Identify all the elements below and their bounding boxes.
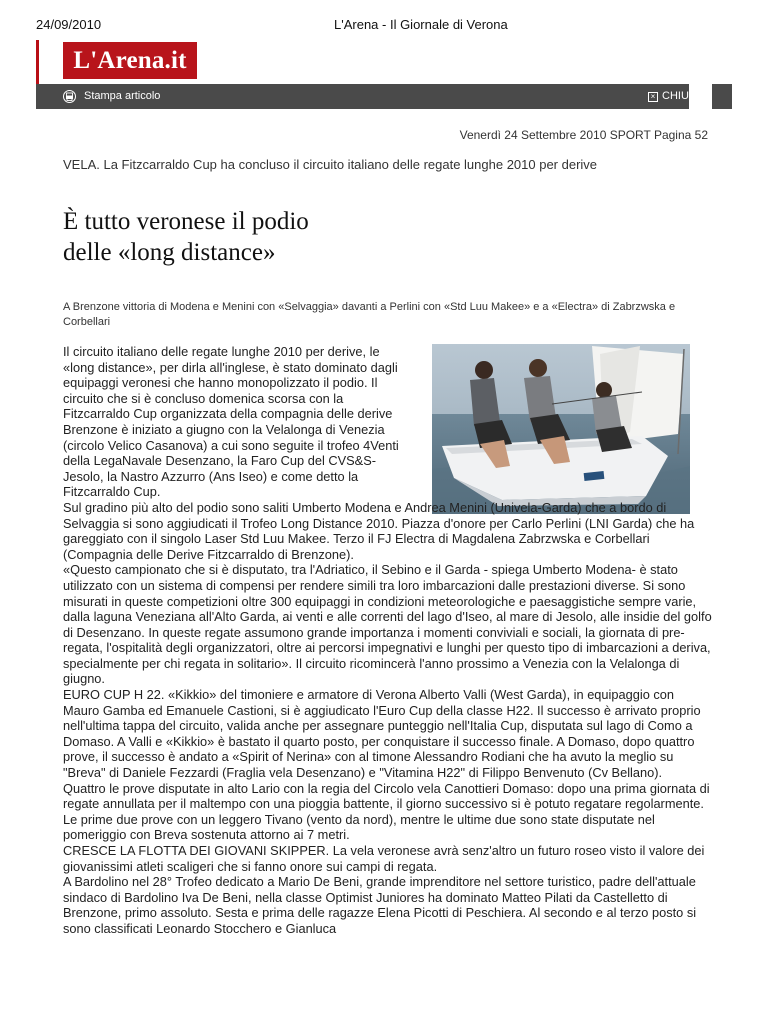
article-toolbar: [36, 84, 700, 109]
article-paragraph: «Questo campionato che si è disputato, tra l'Adriatico, il Sebino e il Garda - spiega Umberto Modena- è stato utilizzato con un sistema di compensi per rendere simili tra loro imbarcazioni dalle prestazioni diverse. Si sono misurati in queste competizioni oltre 300 equipaggi in condizioni meteorologiche e paesaggistiche sempre varie, dalla laguna Veneziana all'Alto Garda, ai venti e alle correnti del lago d'Iseo, al mare di Jesolo, alle insidie del golfo di Desenzano. In queste regate assumono grande importanza i momenti conviviali e sociali, la giornata di pre-regata, l'ospitalità degli organizzatori, oltre ai percorsi impegnativi e lunghi per questo tipo di imbarcazioni a deriva, specialmente per chi regata in solitario». Il circuito ricomincerà l'anno prossimo a Venezia con la Velalonga di giugno.: [63, 562, 712, 687]
article-dateline: Venerdì 24 Settembre 2010 SPORT Pagina 52: [459, 128, 708, 142]
document-title: L'Arena - Il Giornale di Verona: [334, 17, 508, 32]
article-paragraph: EURO CUP H 22. «Kikkio» del timoniere e armatore di Verona Alberto Valli (West Garda), in equipaggio con Mauro Gamba ed Emanuele Castioni, si è aggiudicato l'Euro Cup della classe H22. Il successo è arrivato proprio nell'ultima tappa del circuito, valida anche per assegnare punteggio nell'Italia Cup, disputata sul lago di Como a Domaso. A Valli e «Kikkio» è bastato il quarto posto, per conquistare il successo finale. A Domaso, dopo quattro prove, il successo è andato a «Spirit of Nerina» con al timone Alessandro Rodiani che ha avuto la meglio su "Breva" di Daniele Fezzardi (Fraglia vela Desenzano) e "Vitamina H22" di Filippo Benvenuto (Cv Bellano).: [63, 687, 701, 781]
print-article-button[interactable]: Stampa articolo: [84, 90, 161, 102]
article-paragraph: Quattro le prove disputate in alto Lario con la regia del Circolo vela Canottieri Domaso: dopo una prima giornata di regate annullata per il maltempo con una pioggia battente, il giorno successivo si è potuto regatare regolarmente. Le prime due prove con un leggero Tivano (vento da nord), mentre le ultime due sono state disputate nel pomeriggio con Breva sostenuta attorno ai 7 metri.: [63, 780, 710, 843]
printer-icon[interactable]: [63, 90, 76, 103]
article-body: [63, 344, 713, 937]
logo-accent-bar: [36, 40, 39, 84]
close-icon: ×: [648, 92, 658, 102]
article-paragraph: Sul gradino più alto del podio sono saliti Umberto Modena e Andrea Menini (Univela-Garda) che a bordo di Selvaggia si sono aggiudicati il Trofeo Long Distance 2010. Piazza d'onore per Carlo Perlini (LNI Garda) che ha gareggiato con il singolo Laser Std Luu Makee. Terzo il FJ Electra di Magdalena Zabrzwska e Corbellari (Compagnia delle Derive Fitzcarraldo di Brenzone).: [63, 499, 695, 562]
close-button[interactable]: [648, 84, 700, 109]
site-logo[interactable]: L'Arena.it: [63, 42, 197, 79]
article-summary: A Brenzone vittoria di Modena e Menini con «Selvaggia» davanti a Perlini con «Std Luu Makee» e a «Electra» di Zabrzwska e Corbellari: [63, 301, 676, 328]
print-header: [36, 17, 732, 33]
headline-line-1: È tutto veronese il podio: [63, 208, 309, 235]
article-kicker: VELA. La Fitzcarraldo Cup ha concluso il circuito italiano delle regate lunghe 2010 per derive: [63, 157, 598, 172]
article-paragraph: Il circuito italiano delle regate lunghe 2010 per derive, le «long distance», per dirla all'inglese, è stato dominato dagli equipaggi veronesi che hanno monopolizzato il podio. Il circuito che si è concluso domenica scorsa con la Fitzcarraldo Cup organizzata della compagnia delle derive Brenzone è iniziato a giugno con la Velalonga di Venezia (circolo Velico Casanova) a cui sono seguite il trofeo 4Venti della LegaNavale Desenzano, la Faro Cup del CVS&S-Jesolo, la Nastro Azzurro (Ans Iseo) e come detto la Fitzcarraldo Cup.: [63, 344, 399, 500]
print-date: 24/09/2010: [36, 17, 102, 32]
close-label: CHIUDI: [662, 90, 700, 102]
toolbar-side-box: [712, 84, 732, 109]
article-paragraph: CRESCE LA FLOTTA DEI GIOVANI SKIPPER. La vela veronese avrà senz'altro un futuro roseo visto il valore dei giovanissimi atleti scaligeri che si fanno onore sui campi di regata.: [63, 843, 705, 874]
headline-line-2: delle «long distance»: [63, 239, 276, 266]
article-paragraph: A Bardolino nel 28° Trofeo dedicato a Mario De Beni, grande imprenditore nel settore turistico, padre dell'attuale sindaco di Bardolino Iva De Beni, nella classe Optimist Juniores ha dominato Matteo Pilati da Castelletto di Brenzone, primo assoluto. Sesta e prima delle ragazze Elena Picotti di Peschiera. Al secondo e al terzo posto si sono classificati Leonardo Stocchero e Gianluca: [63, 874, 697, 936]
article-headline: [63, 206, 563, 268]
